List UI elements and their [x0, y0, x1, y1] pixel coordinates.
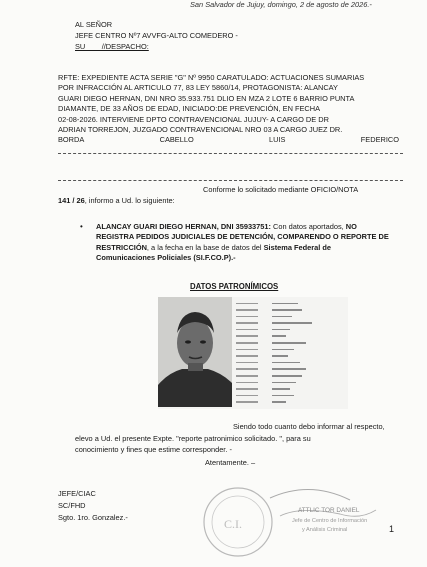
field-label-blur [236, 382, 258, 384]
field-label-blur [236, 401, 258, 403]
patronymic-field-row [236, 313, 346, 320]
reference-word-borda: BORDA [58, 135, 85, 145]
patronymic-field-row [236, 326, 346, 333]
finding-line-4: Comunicaciones Policiales (SI.F.CO.P).- [96, 253, 236, 263]
patronymic-field-row [236, 340, 346, 347]
reference-word-federico: FEDERICO [360, 135, 399, 145]
intro-line-2-rest: , informo a Ud. lo siguiente: [84, 196, 175, 205]
patronymic-field-row [236, 373, 346, 380]
field-value-blur [272, 342, 306, 344]
signature-line-2: SC/FHD [58, 501, 86, 510]
finding-l1-rest: Con datos aportados, [270, 222, 346, 231]
patronymic-field-row [236, 379, 346, 386]
patronymic-field-row [236, 300, 346, 307]
addressee-line-1: AL SEÑOR [75, 20, 113, 29]
field-value-blur [272, 355, 288, 357]
patronymic-field-row [236, 307, 346, 314]
patronymic-field-row [236, 399, 346, 406]
reference-block [58, 73, 404, 146]
intro-line-2 [58, 196, 175, 206]
finding-subject: ALANCAY GUARI DIEGO HERNAN, DNI 35933751: [96, 222, 271, 231]
finding-line-1 [96, 222, 406, 232]
field-value-blur [272, 309, 302, 311]
reference-word-luis: LUIS [269, 135, 286, 145]
date-line: San Salvador de Jujuy, domingo, 2 de agosto de 2026.- [190, 0, 372, 9]
oficio-number: 141 / 26 [58, 196, 85, 205]
field-value-blur [272, 362, 300, 364]
separator-2 [58, 180, 403, 181]
field-value-blur [272, 375, 302, 377]
patronymic-field-row [236, 386, 346, 393]
field-label-blur [236, 322, 258, 324]
field-label-blur [236, 303, 258, 305]
field-label-blur [236, 388, 258, 390]
stamp-line-2: Jefe de Centro de Información [292, 518, 368, 524]
stamp-line-1: ATTLIC TOR DANIEL [298, 507, 360, 514]
field-label-blur [236, 362, 258, 364]
reference-line-4: DIAMANTE, DE 33 AÑOS DE EDAD, INICIADO:DE PREVENCIÓN, EN FECHA [58, 104, 321, 114]
stamp-line-3: y Análisis Criminal [302, 527, 348, 533]
reference-line-5: 02-08-2026. INTERVIENE DPTO CONTRAVENCIONAL JUJUY- A CARGO DE DR [58, 114, 329, 124]
field-label-blur [236, 375, 258, 377]
official-stamp [200, 470, 390, 562]
reference-line-2: POR INFRACCIÓN AL ARTICULO 77, 83 LEY 5860/14, PROTAGONISTA: ALANCAY [58, 83, 338, 93]
field-value-blur [272, 322, 312, 324]
field-label-blur [236, 395, 258, 397]
closing-line-4: Atentamente. – [205, 458, 256, 467]
reference-line-7 [58, 135, 399, 145]
field-value-blur [272, 329, 290, 331]
patronymic-field-row [236, 359, 346, 366]
field-label-blur [236, 355, 258, 357]
field-label-blur [236, 368, 258, 370]
finding-line-3 [96, 243, 406, 253]
patronymic-field-row [236, 333, 346, 340]
field-value-blur [272, 382, 296, 384]
reference-line-6: ADRIAN TORREJON, JUZGADO CONTRAVENCIONAL NRO 03 A CARGO JUEZ DR. [58, 125, 343, 135]
signature-line-1: JEFE/CIAC [58, 489, 96, 498]
signature-line-3: Sgto. 1ro. Gonzalez.- [58, 513, 128, 522]
field-value-blur [272, 368, 306, 370]
patronymic-field-row [236, 320, 346, 327]
bullet-icon: • [80, 222, 83, 231]
separator-1 [58, 153, 403, 154]
patronymic-fields [236, 300, 346, 406]
field-value-blur [272, 316, 292, 318]
reference-word-cabello: CABELLO [159, 135, 194, 145]
field-label-blur [236, 342, 258, 344]
patronymic-field-row [236, 392, 346, 399]
field-value-blur [272, 388, 290, 390]
addressee-line-2: JEFE CENTRO Nº7 AVVFG-ALTO COMEDERO - [75, 31, 238, 40]
addressee-line-3: SU //DESPACHO: [75, 42, 149, 51]
reference-line-3: GUARI DIEGO HERNAN, DNI NRO 35.933.751 DLIO EN MZA 2 LOTE 6 BARRIO PUNTA [58, 93, 355, 103]
patronymic-data-card [158, 297, 348, 409]
closing-line-3: conocimiento y fines que estime corresponder. - [75, 445, 232, 454]
finding-block [96, 222, 406, 264]
person-photo [158, 297, 232, 407]
field-value-blur [272, 303, 298, 305]
closing-line-2: elevo a Ud. el presente Expte. "reporte patronimico solicitado. ", para su [75, 434, 311, 443]
field-label-blur [236, 309, 258, 311]
portrait-graphic [158, 297, 232, 407]
field-value-blur [272, 401, 286, 403]
reference-line-1: RFTE: EXPEDIENTE ACTA SERIE "G" Nº 9950 CARATULADO: ACTUACIONES SUMARIAS [58, 73, 365, 82]
patronymic-field-row [236, 366, 346, 373]
finding-no: NO [345, 222, 357, 231]
intro-line-1: Conforme lo solicitado mediante OFICIO/NOTA [203, 185, 359, 194]
patronymic-field-row [236, 353, 346, 360]
field-label-blur [236, 329, 258, 331]
finding-line-2: REGISTRA PEDIDOS JUDICIALES DE DETENCIÓN, COMPARENDO O REPORTE DE [96, 232, 389, 242]
patronymic-field-row [236, 346, 346, 353]
page-number: 1 [389, 524, 395, 534]
field-value-blur [272, 335, 286, 337]
finding-sistema: Sistema Federal de [263, 242, 331, 252]
datos-title: DATOS PATRONÍMICOS [190, 282, 279, 291]
field-label-blur [236, 335, 258, 337]
finding-restriccion: RESTRICCIÓN [96, 242, 147, 252]
field-label-blur [236, 316, 258, 318]
svg-text:C.I.: C.I. [224, 517, 242, 531]
field-label-blur [236, 349, 258, 351]
field-value-blur [272, 395, 294, 397]
closing-line-1: Siendo todo cuanto debo informar al respecto, [233, 422, 385, 431]
field-value-blur [272, 349, 294, 351]
finding-l3-rest: , a la fecha en la base de datos del [146, 242, 264, 252]
